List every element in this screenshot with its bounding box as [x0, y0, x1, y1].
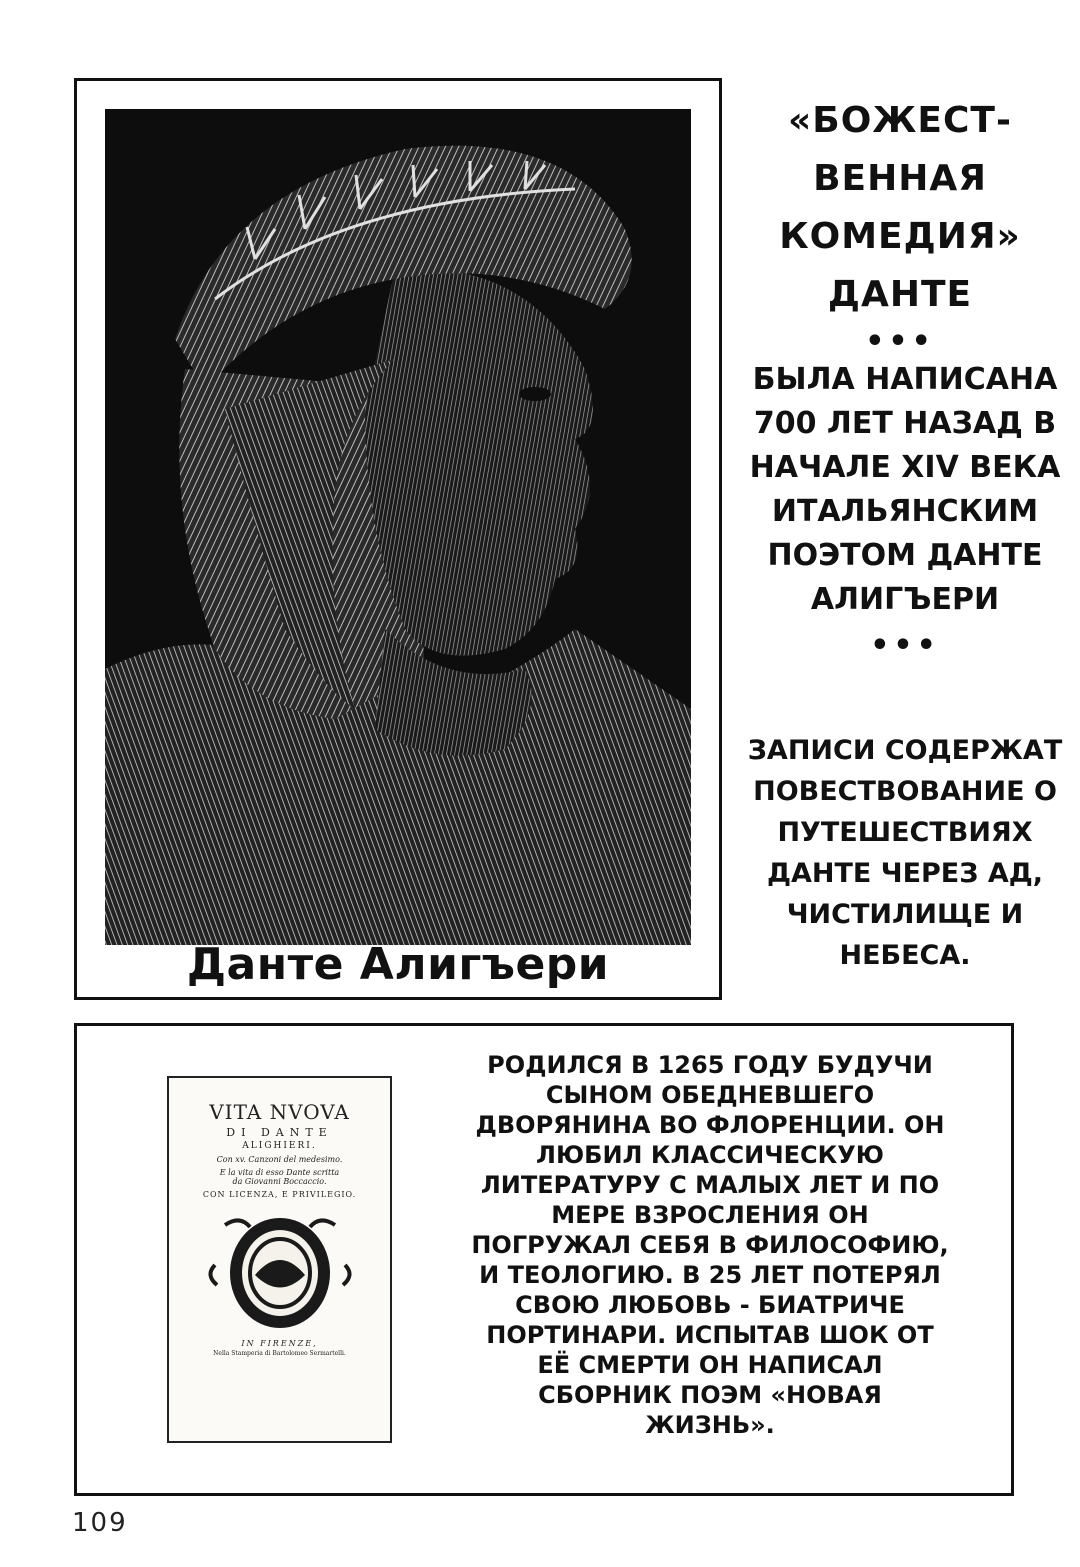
printer-emblem-icon: [205, 1205, 355, 1335]
book-line-2: E la vita di esso Dante scritta: [219, 1168, 340, 1177]
portrait-panel: [74, 78, 722, 1000]
page-number: 109: [72, 1508, 128, 1538]
book-line-1: Con xv. Canzoni del medesimo.: [216, 1155, 343, 1164]
book-city: IN FIRENZE,: [241, 1339, 318, 1348]
portrait-engraving-art: [105, 109, 691, 945]
portrait-caption: Данте Алигъери: [186, 939, 610, 990]
book-author: ALIGHIERI.: [242, 1141, 317, 1151]
dante-portrait-engraving: [105, 109, 691, 945]
book-subtitle: DI DANTE: [226, 1126, 333, 1139]
narration-paragraph-1-text: БЫЛА НАПИСАНА 700 ЛЕТ НАЗАД В НАЧАЛЕ XIV ВЕКА ИТАЛЬЯНСКИМ ПОЭТОМ ДАНТЕ АЛИГЪЕРИ: [749, 362, 1061, 617]
book-line-3: da Giovanni Boccaccio.: [232, 1177, 327, 1186]
narration-title: «БОЖЕСТ-ВЕННАЯ КОМЕДИЯ» ДАНТЕ: [779, 100, 1021, 315]
book-printer: Nella Stamperia di Bartolomeo Sermartelli.: [213, 1350, 346, 1357]
narration-paragraph-2: ЗАПИСИ СОДЕРЖАТ ПОВЕСТВОВАНИЕ О ПУТЕШЕСТВИЯХ ДАНТЕ ЧЕРЕЗ АД, ЧИСТИЛИЩЕ И НЕБЕСА.: [747, 735, 1063, 971]
biography-text: РОДИЛСЯ В 1265 ГОДУ БУДУЧИ СЫНОМ ОБЕДНЕВШЕГО ДВОРЯНИНА ВО ФЛОРЕНЦИИ. ОН ЛЮБИЛ КЛАССИЧЕСКУЮ ЛИТЕРАТУРУ С МАЛЫХ ЛЕТ И ПО МЕРЕ ВЗРОСЛЕНИЯ ОН ПОГРУЖАЛ СЕБЯ В ФИЛОСОФИЮ, И ТЕОЛОГИЮ. В 25 ЛЕТ ПОТЕРЯЛ СВОЮ ЛЮБОВЬ - БИАТРИЧЕ ПОРТИНАРИ. ИСПЫТАВ ШОК ОТ ЕЁ СМЕРТИ ОН НАПИСАЛ СБОРНИК ПОЭМ «НОВАЯ ЖИЗНЬ».: [471, 1051, 949, 1439]
ellipsis-dots: •••: [870, 628, 940, 663]
ellipsis-dots: •••: [865, 324, 935, 359]
book-title: VITA NVOVA: [209, 1100, 350, 1124]
book-line-4: CON LICENZA, E PRIVILEGIO.: [202, 1190, 357, 1199]
vita-nuova-title-page: [167, 1076, 392, 1443]
narration-title-block: [735, 92, 1065, 368]
narration-paragraph-1: [735, 358, 1075, 672]
